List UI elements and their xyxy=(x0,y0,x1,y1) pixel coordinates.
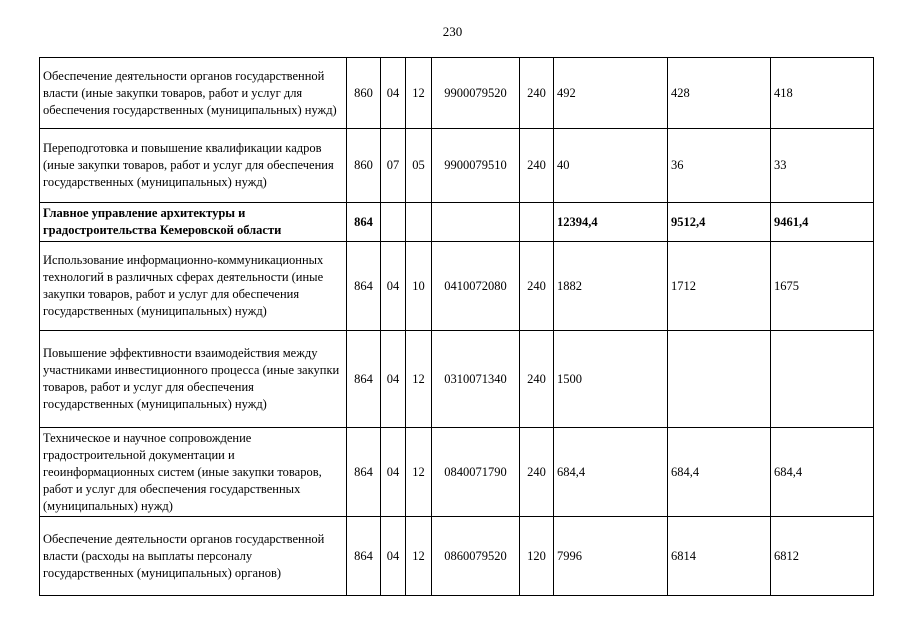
row-year3: 6812 xyxy=(771,517,874,596)
row-csr: 0840071790 xyxy=(432,428,520,517)
row-vr: 240 xyxy=(520,58,554,129)
row-vr: 240 xyxy=(520,129,554,203)
row-ved: 864 xyxy=(347,331,381,428)
row-name: Главное управление архитектуры и градостроительства Кемеровской области xyxy=(40,203,347,242)
row-vr: 240 xyxy=(520,242,554,331)
row-vr: 120 xyxy=(520,517,554,596)
row-rz: 04 xyxy=(381,517,406,596)
row-vr xyxy=(520,203,554,242)
row-ved: 860 xyxy=(347,129,381,203)
row-ved: 864 xyxy=(347,517,381,596)
row-name: Техническое и научное сопровождение градостроительной документации и геоинформационных систем (иные закупки товаров, работ и услуг для обеспечения государственных (муниципальных) нужд) xyxy=(40,428,347,517)
table-row xyxy=(40,129,874,203)
row-name: Обеспечение деятельности органов государственной власти (иные закупки товаров, работ и услуг для обеспечения государственных (муниципальных) нужд) xyxy=(40,58,347,129)
budget-table xyxy=(39,57,874,596)
row-pr: 05 xyxy=(406,129,432,203)
row-year2: 36 xyxy=(668,129,771,203)
row-csr: 0410072080 xyxy=(432,242,520,331)
row-ved: 864 xyxy=(347,242,381,331)
row-ved: 860 xyxy=(347,58,381,129)
row-year3: 1675 xyxy=(771,242,874,331)
row-ved: 864 xyxy=(347,203,381,242)
row-year2: 428 xyxy=(668,58,771,129)
row-rz: 04 xyxy=(381,58,406,129)
row-ved: 864 xyxy=(347,428,381,517)
row-year2: 6814 xyxy=(668,517,771,596)
row-pr: 12 xyxy=(406,428,432,517)
row-year3: 418 xyxy=(771,58,874,129)
row-csr: 9900079510 xyxy=(432,129,520,203)
row-rz: 04 xyxy=(381,242,406,331)
row-vr: 240 xyxy=(520,428,554,517)
row-pr: 12 xyxy=(406,58,432,129)
row-year3: 33 xyxy=(771,129,874,203)
row-year2: 684,4 xyxy=(668,428,771,517)
row-csr: 0310071340 xyxy=(432,331,520,428)
row-vr: 240 xyxy=(520,331,554,428)
table-row xyxy=(40,242,874,331)
row-rz: 04 xyxy=(381,428,406,517)
row-csr: 0860079520 xyxy=(432,517,520,596)
row-year3: 9461,4 xyxy=(771,203,874,242)
row-pr xyxy=(406,203,432,242)
table-row xyxy=(40,58,874,129)
row-name: Повышение эффективности взаимодействия между участниками инвестиционного процесса (иные закупки товаров, работ и услуг для обеспечения государственных (муниципальных) нужд) xyxy=(40,331,347,428)
row-pr: 12 xyxy=(406,331,432,428)
row-year2 xyxy=(668,331,771,428)
row-year2: 9512,4 xyxy=(668,203,771,242)
table-row xyxy=(40,428,874,517)
row-name: Переподготовка и повышение квалификации кадров (иные закупки товаров, работ и услуг для обеспечения государственных (муниципальных) нужд) xyxy=(40,129,347,203)
row-rz: 07 xyxy=(381,129,406,203)
row-year2: 1712 xyxy=(668,242,771,331)
table-row xyxy=(40,517,874,596)
row-name: Использование информационно-коммуникационных технологий в различных сферах деятельности (иные закупки товаров, работ и услуг для обеспечения государственных (муниципальных) нужд) xyxy=(40,242,347,331)
row-year1: 1500 xyxy=(554,331,668,428)
row-year3 xyxy=(771,331,874,428)
row-year1: 7996 xyxy=(554,517,668,596)
row-year3: 684,4 xyxy=(771,428,874,517)
row-year1: 492 xyxy=(554,58,668,129)
row-csr xyxy=(432,203,520,242)
row-name: Обеспечение деятельности органов государственной власти (расходы на выплаты персоналу государственных (муниципальных) органов) xyxy=(40,517,347,596)
row-pr: 12 xyxy=(406,517,432,596)
row-year1: 1882 xyxy=(554,242,668,331)
row-csr: 9900079520 xyxy=(432,58,520,129)
row-year1: 684,4 xyxy=(554,428,668,517)
row-year1: 40 xyxy=(554,129,668,203)
table-row xyxy=(40,203,874,242)
row-rz xyxy=(381,203,406,242)
table-row xyxy=(40,331,874,428)
row-pr: 10 xyxy=(406,242,432,331)
row-year1: 12394,4 xyxy=(554,203,668,242)
row-rz: 04 xyxy=(381,331,406,428)
page-number: 230 xyxy=(442,24,463,39)
